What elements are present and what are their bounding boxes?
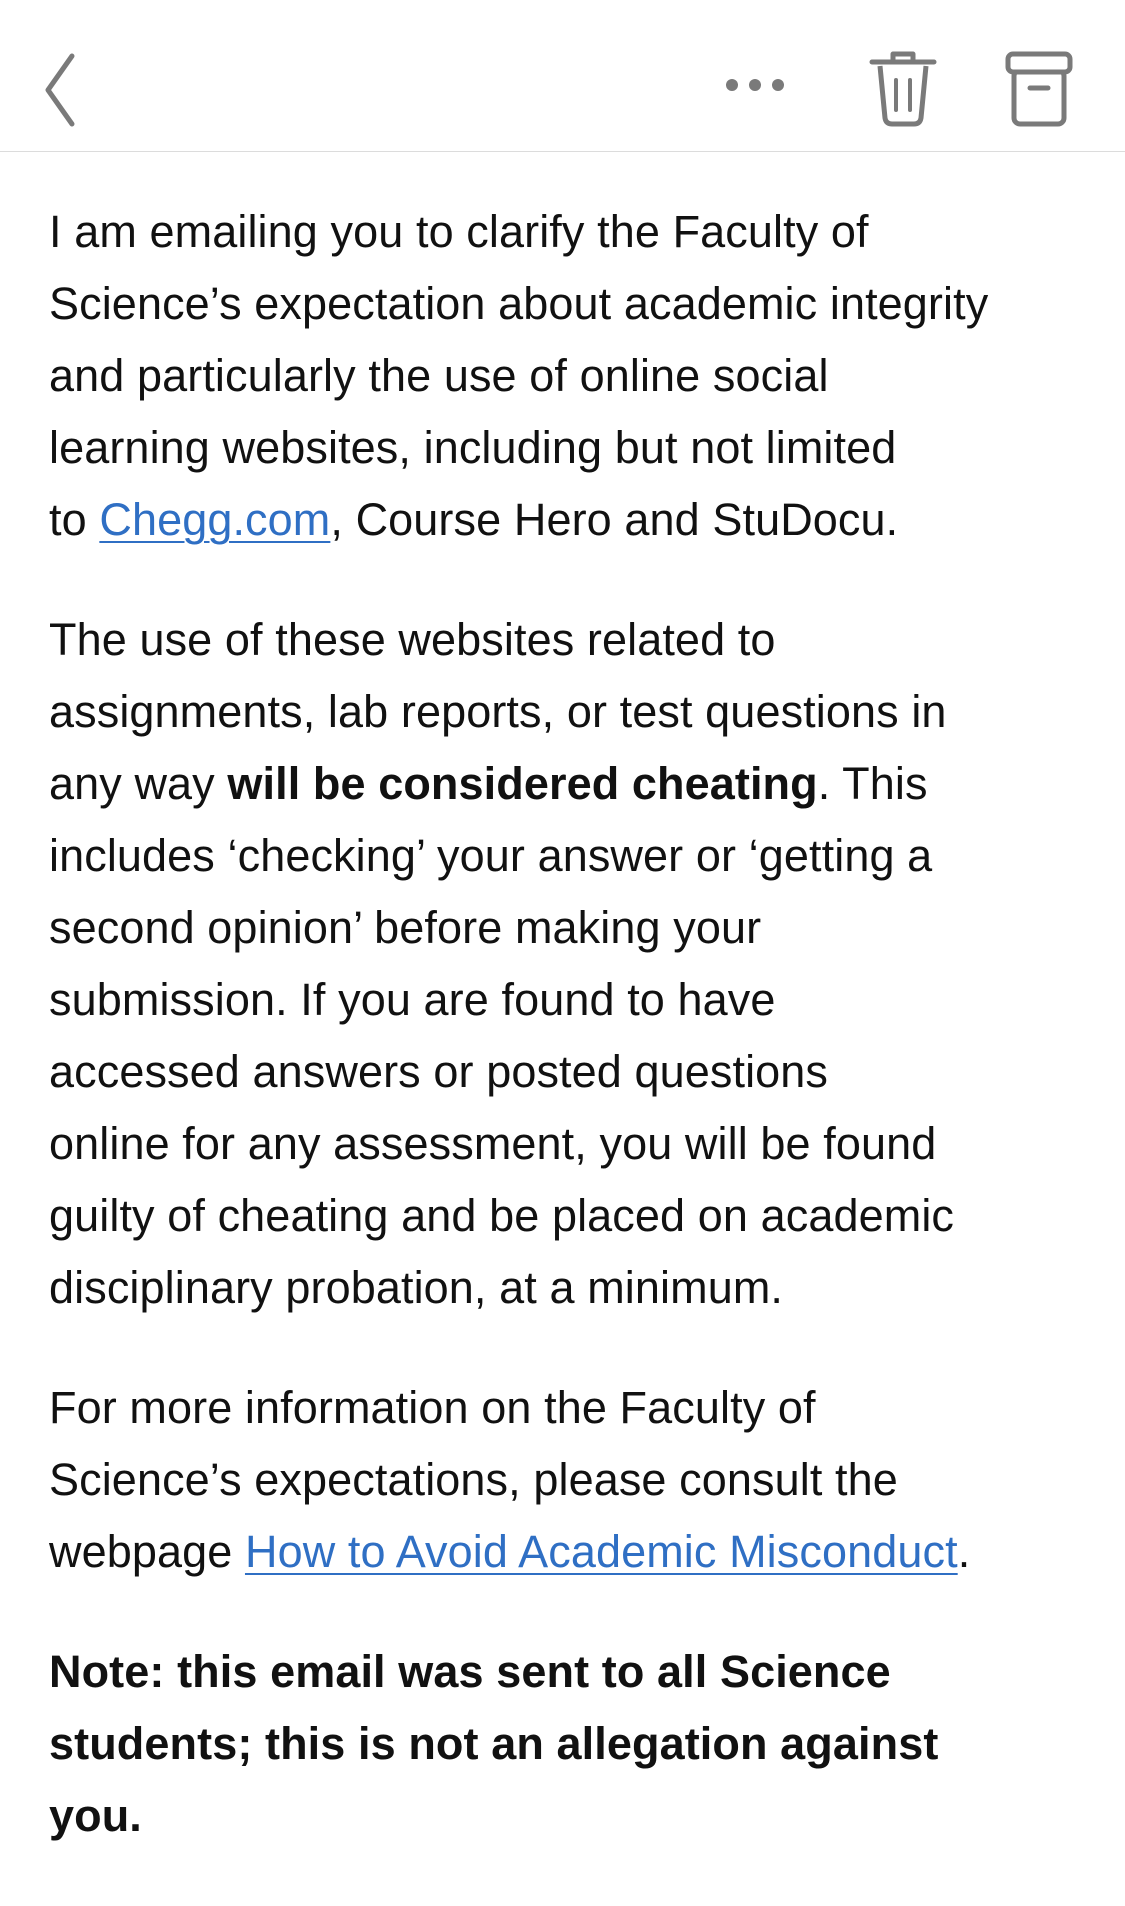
- emphasis-text: will be considered cheating: [227, 758, 818, 809]
- archive-button[interactable]: [1000, 48, 1082, 128]
- paragraph-more-info: [49, 1372, 1089, 1588]
- paragraph-line: The use of these websites related to: [49, 614, 776, 665]
- paragraph-line: Science’s expectation about academic integrity: [49, 278, 989, 329]
- note-paragraph: [49, 1636, 1089, 1852]
- paragraph-line: guilty of cheating and be placed on academic: [49, 1190, 955, 1241]
- paragraph-line: assignments, lab reports, or test questions in: [49, 686, 947, 737]
- misconduct-link[interactable]: How to Avoid Academic Misconduct: [244, 1526, 958, 1577]
- note-line: students; this is not an allegation against: [49, 1718, 939, 1769]
- paragraph-line: disciplinary probation, at a minimum.: [49, 1262, 784, 1313]
- paragraph-line: includes ‘checking’ your answer or ‘getting a: [49, 830, 933, 881]
- paragraph-text: , Course Hero and StuDocu.: [330, 494, 899, 545]
- paragraph-text: any way: [49, 758, 228, 809]
- paragraph-text: to: [49, 494, 100, 545]
- paragraph-line: and particularly the use of online social: [49, 350, 829, 401]
- ellipsis-icon: [715, 60, 795, 110]
- paragraph-line: online for any assessment, you will be found: [49, 1118, 937, 1169]
- paragraph-text: . This: [817, 758, 928, 809]
- note-line: you.: [49, 1790, 142, 1841]
- paragraph-text: webpage: [49, 1526, 245, 1577]
- chevron-left-icon: [40, 48, 110, 132]
- archive-icon: [1000, 48, 1082, 128]
- paragraph-line: second opinion’ before making your: [49, 902, 762, 953]
- paragraph-line: I am emailing you to clarify the Faculty of: [49, 206, 869, 257]
- note-line: Note: this email was sent to all Science: [49, 1646, 891, 1697]
- paragraph-intro: [49, 196, 1089, 556]
- paragraph-line: For more information on the Faculty of: [49, 1382, 816, 1433]
- paragraph-policy: [49, 604, 1089, 1324]
- chegg-link[interactable]: Chegg.com: [99, 494, 331, 545]
- more-options-button[interactable]: [715, 60, 795, 110]
- back-button[interactable]: [40, 48, 110, 132]
- paragraph-line: learning websites, including but not limited: [49, 422, 897, 473]
- paragraph-line: accessed answers or posted questions: [49, 1046, 829, 1097]
- email-toolbar: [0, 0, 1125, 152]
- email-body: [49, 196, 1089, 1852]
- paragraph-line: submission. If you are found to have: [49, 974, 776, 1025]
- paragraph-line: Science’s expectations, please consult the: [49, 1454, 898, 1505]
- trash-icon: [862, 48, 944, 128]
- delete-button[interactable]: [862, 48, 944, 128]
- paragraph-text: .: [957, 1526, 971, 1577]
